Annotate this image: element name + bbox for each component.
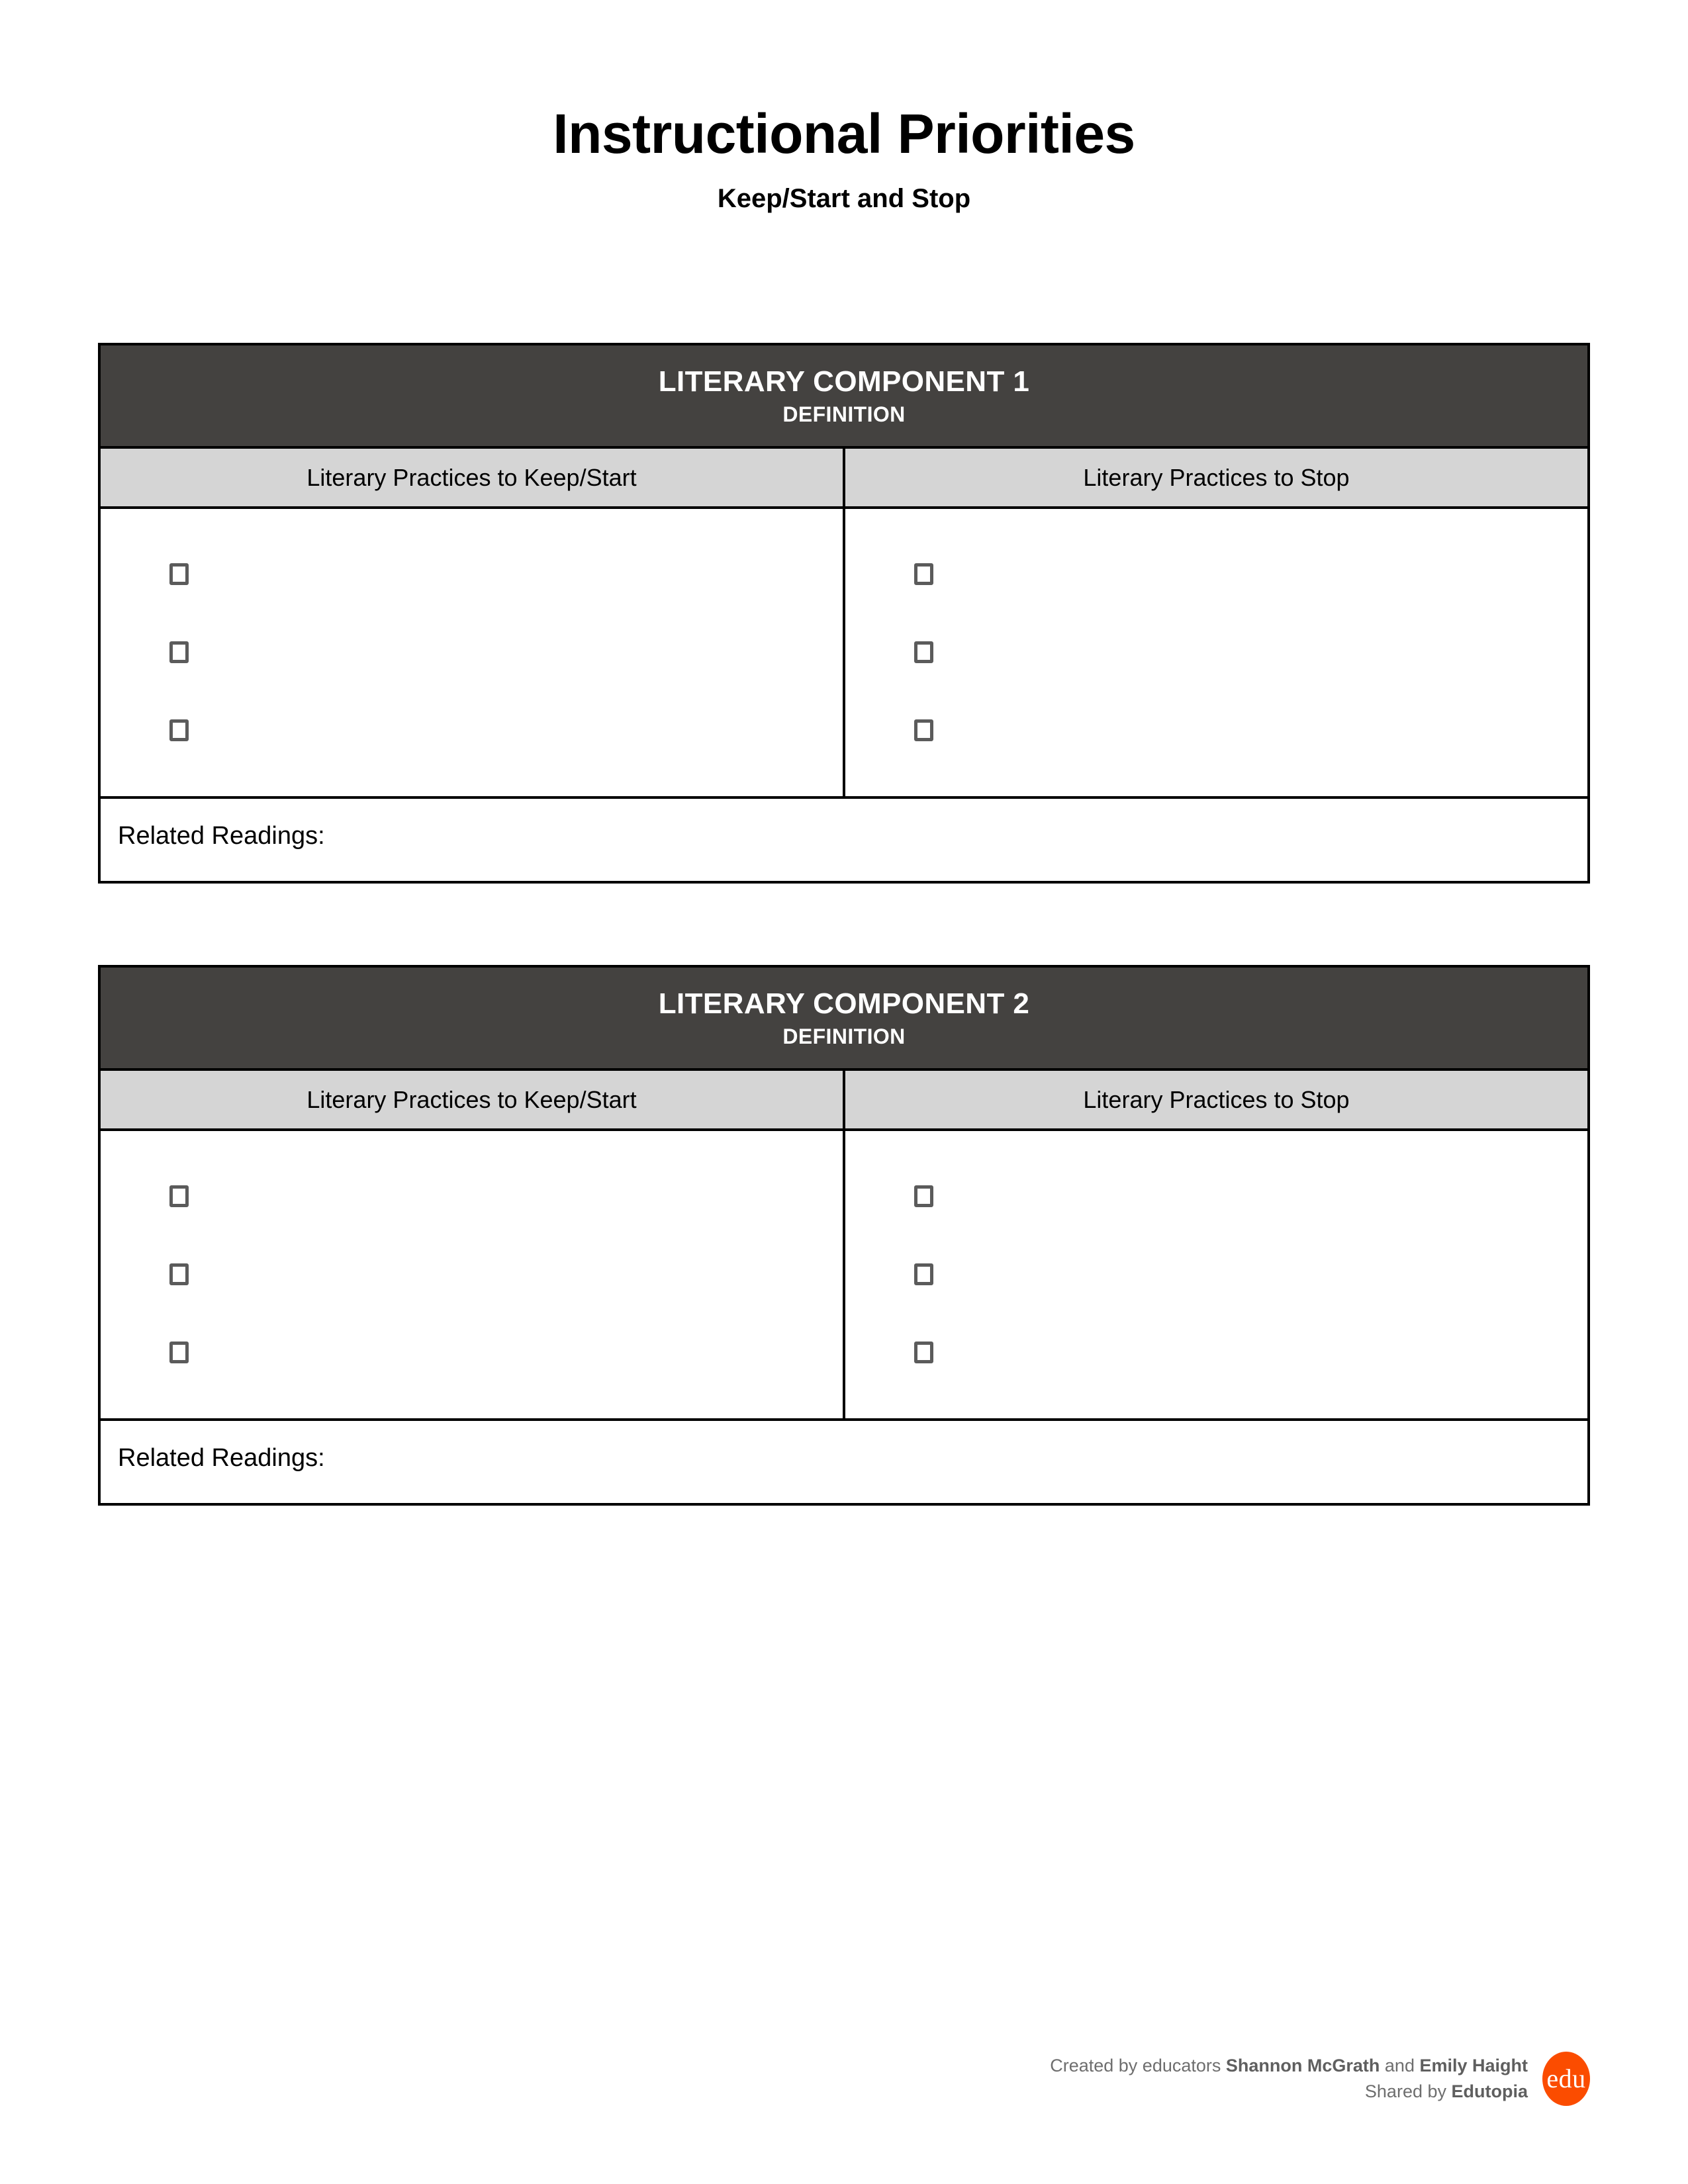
footer-shared-line (1050, 2079, 1528, 2105)
checkbox-row (101, 692, 843, 770)
footer-created-prefix: Created by educators (1050, 2055, 1226, 2075)
checkbox-icon[interactable] (914, 641, 933, 663)
checkbox-icon[interactable] (169, 641, 189, 663)
checkbox-icon[interactable] (914, 1342, 933, 1363)
edutopia-logo-icon (1542, 2052, 1590, 2106)
footer-creators-line (1050, 2053, 1528, 2079)
checkbox-row (101, 1158, 843, 1236)
related-readings-2[interactable]: Related Readings: (101, 1418, 1587, 1503)
checkbox-row (845, 535, 1587, 614)
table-header-2 (101, 968, 1587, 1068)
checkbox-row (101, 1236, 843, 1314)
column-heading-keep-start-1: Literary Practices to Keep/Start (101, 449, 845, 506)
checkbox-row (845, 614, 1587, 692)
page-subtitle: Keep/Start and Stop (717, 184, 971, 213)
column-heading-stop-1: Literary Practices to Stop (1083, 463, 1350, 491)
checkbox-row (101, 614, 843, 692)
footer-conjunction: and (1380, 2055, 1420, 2075)
footer-shared-prefix: Shared by (1364, 2081, 1452, 2101)
footer-author-1: Shannon McGrath (1225, 2055, 1380, 2075)
checkbox-column-keep-start-2 (101, 1131, 845, 1418)
checkbox-row (101, 1314, 843, 1392)
checkbox-area-2 (101, 1128, 1587, 1418)
checkbox-area-1 (101, 506, 1587, 796)
checkbox-row (845, 1158, 1587, 1236)
checkbox-icon[interactable] (169, 1185, 189, 1207)
component-definition-1: DEFINITION (782, 402, 906, 427)
column-heading-stop-2: Literary Practices to Stop (1083, 1085, 1350, 1113)
literary-component-table-1 (98, 343, 1590, 884)
checkbox-icon[interactable] (914, 563, 933, 585)
checkbox-row (845, 1314, 1587, 1392)
title-block (0, 103, 1688, 213)
page-title: Instructional Priorities (553, 103, 1135, 165)
column-headings-2 (101, 1068, 1587, 1128)
footer-attribution (1050, 2053, 1528, 2105)
checkbox-column-stop-1 (845, 509, 1587, 796)
checkbox-column-stop-2 (845, 1131, 1587, 1418)
checkbox-column-keep-start-1 (101, 509, 845, 796)
checkbox-icon[interactable] (914, 1263, 933, 1285)
checkbox-icon[interactable] (169, 1342, 189, 1363)
literary-component-table-2 (98, 965, 1590, 1506)
component-definition-2: DEFINITION (782, 1024, 906, 1049)
footer-author-2: Emily Haight (1419, 2055, 1528, 2075)
component-name-1: LITERARY COMPONENT 1 (658, 365, 1030, 398)
component-name-2: LITERARY COMPONENT 2 (658, 987, 1030, 1020)
checkbox-icon[interactable] (169, 1263, 189, 1285)
column-heading-keep-start-2: Literary Practices to Keep/Start (101, 1071, 845, 1128)
checkbox-icon[interactable] (169, 563, 189, 585)
checkbox-row (845, 692, 1587, 770)
footer-shared-by: Edutopia (1451, 2081, 1528, 2101)
table-header-1 (101, 345, 1587, 446)
related-readings-1[interactable]: Related Readings: (101, 796, 1587, 881)
footer (1050, 2052, 1590, 2106)
checkbox-icon[interactable] (914, 1185, 933, 1207)
checkbox-row (101, 535, 843, 614)
checkbox-icon[interactable] (169, 719, 189, 741)
column-headings-1 (101, 446, 1587, 506)
edutopia-logo-text: edu (1546, 2064, 1586, 2093)
checkbox-icon[interactable] (914, 719, 933, 741)
checkbox-row (845, 1236, 1587, 1314)
